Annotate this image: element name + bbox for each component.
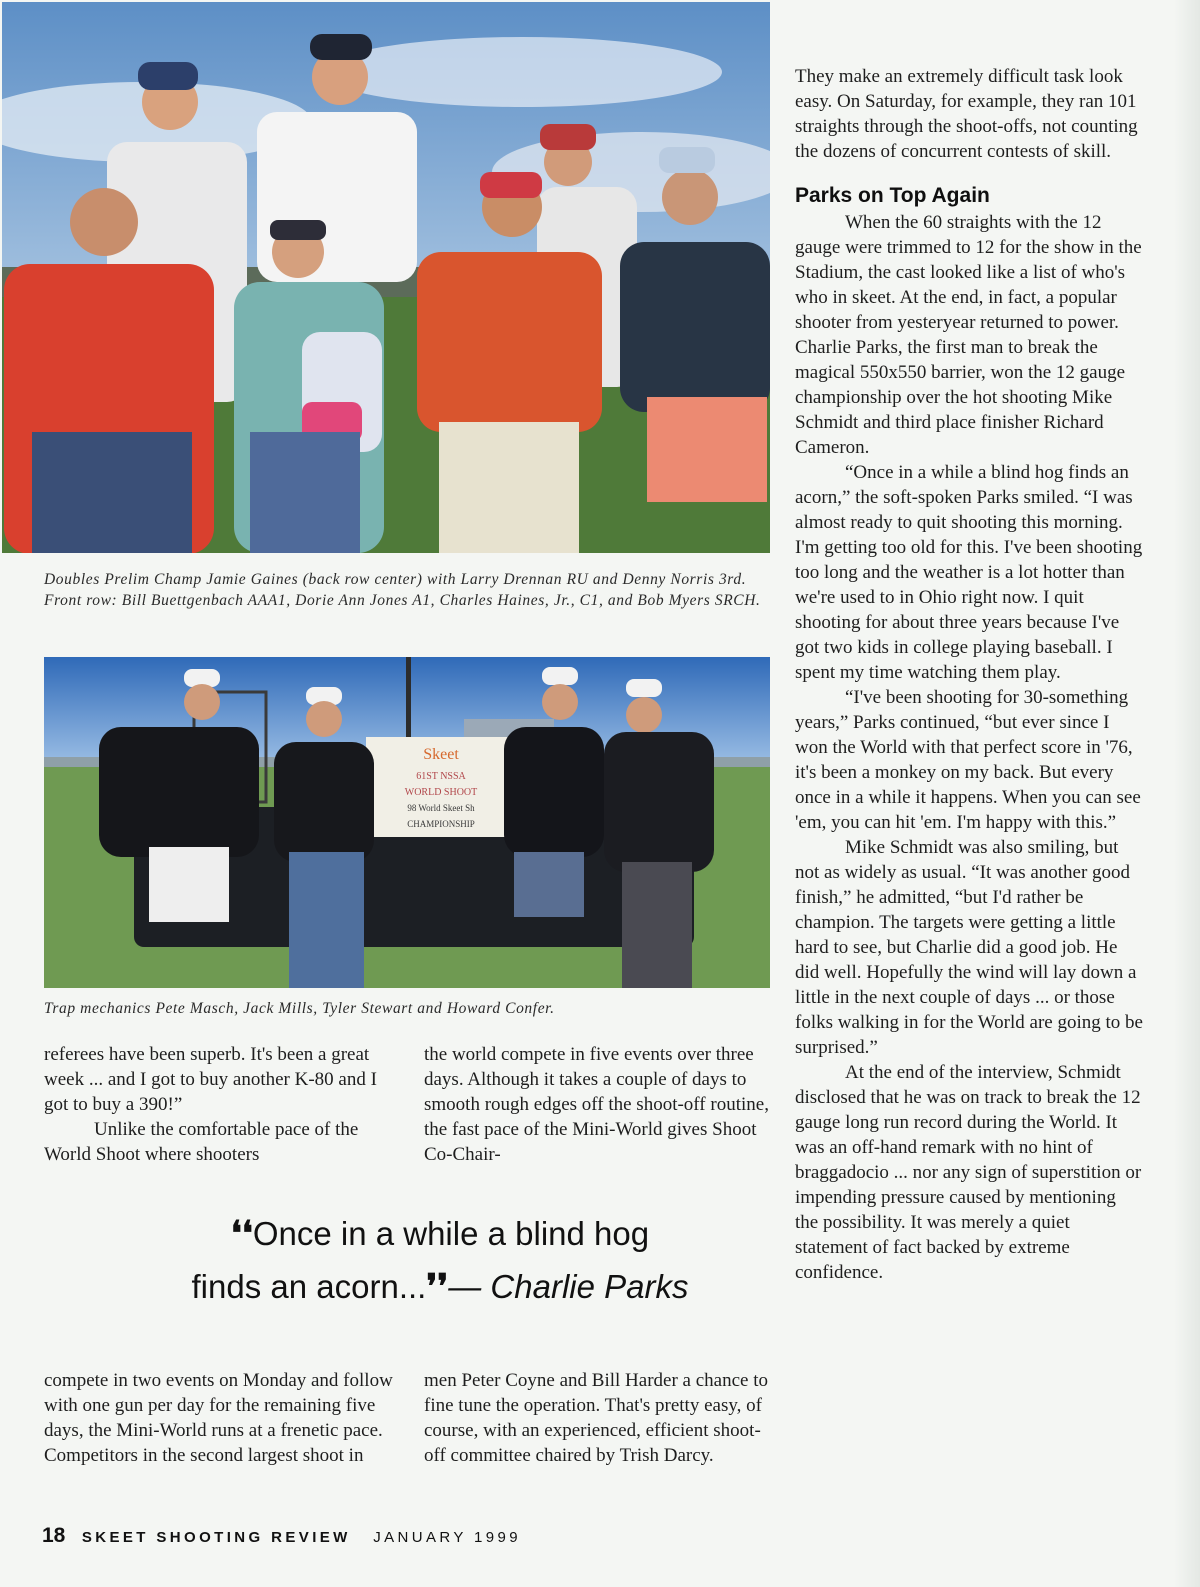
sign-line-2: WORLD SHOOT <box>404 787 478 798</box>
open-quote-mark: ❛❛ <box>230 1216 253 1253</box>
mid-left-paragraph-1: referees have been superb. It's been a great week ... and I got to buy another K-80 and I got to buy a 390!” <box>44 1044 377 1115</box>
intro-paragraph: They make an extremely difficult task look easy. On Saturday, for example, they ran 101 straights through the shoot-offs, not counting the dozens of concurrent contests of skill. <box>795 66 1138 162</box>
section-subhead: Parks on Top Again <box>795 184 990 207</box>
right-paragraph-1: When the 60 straights with the 12 gauge were trimmed to 12 for the show in the Stadium, the cast looked like a list of who's who in skeet. At the end, in fact, a popular shooter from yesteryear returned to power. Charlie Parks, the first man to break the magical 550x550 barrier, won the 12 gauge championship over the hot shooting Mike Schmidt and third place finisher Richard Cameron. <box>795 212 1142 458</box>
right-paragraph-4: Mike Schmidt was also smiling, but not as widely as usual. “It was another good finish,” he admitted, “but I'd rather be champion. The targets were getting a little hard to see, but Charlie did a good job. He did well. Hopefully the wind will lay down a little in the next couple of days ... or those folks walking in for the World are going to be surprised.” <box>795 837 1143 1058</box>
mid-right-paragraph-1: the world compete in five events over three days. Although it takes a couple of days to smooth rough edges off the shoot-off routine, the fast pace of the Mini-World gives Shoot Co-Chair- <box>424 1044 769 1165</box>
low-right-column <box>424 1368 774 1468</box>
page-edge <box>1174 0 1200 1587</box>
mid-left-paragraph-2: Unlike the comfortable pace of the World Shoot where shooters <box>44 1119 359 1165</box>
page-footer <box>42 1524 521 1548</box>
low-left-paragraph-1: compete in two events on Monday and follow with one gun per day for the remaining five days, the Mini-World runs at a frenetic pace. Competitors in the second largest shoot in <box>44 1370 393 1466</box>
mid-right-column <box>424 1042 774 1167</box>
photo1-caption: Doubles Prelim Champ Jamie Gaines (back row center) with Larry Drennan RU and Denny Norris 3rd. Front row: Bill Buettgenbach AAA1, Dorie Ann Jones A1, Charles Haines, Jr., C1, and Bob Myers SRCH. <box>44 571 761 609</box>
issue-date: JANUARY 1999 <box>373 1529 521 1546</box>
pull-quote <box>100 1208 780 1314</box>
sign-line-1: 61ST NSSA <box>416 771 466 782</box>
page-number: 18 <box>42 1524 66 1547</box>
pull-quote-line-2: finds an acorn... <box>191 1268 427 1305</box>
magazine-name: SKEET SHOOTING REVIEW <box>81 1529 351 1546</box>
pull-quote-attribution: — Charlie Parks <box>448 1268 689 1305</box>
sign-brand: Skeet <box>423 746 459 763</box>
right-paragraph-5: At the end of the interview, Schmidt disclosed that he was on track to break the 12 gauge long run record during the World. It was an off-hand remark with no hint of braggadocio ... nor any sign of superstition or impending pressure caused by mentioning the possibility. It was merely a quiet statement of fact backed by extreme confidence. <box>795 1062 1142 1283</box>
mid-left-column <box>44 1042 394 1167</box>
right-paragraph-2: “Once in a while a blind hog finds an acorn,” the soft-spoken Parks smiled. “I was almost ready to quit shooting this morning. I'm getting too old for this. I've been shooting too long and the weather is a lot hotter than we're used to in Ohio right now. I quit shooting for about three years because I've got two kids in college playing baseball. I spent my time watching them play. <box>795 462 1143 683</box>
sign-line-4: CHAMPIONSHIP <box>407 819 475 829</box>
low-right-paragraph-1: men Peter Coyne and Bill Harder a chance to fine tune the operation. That's pretty easy, of course, with an experienced, efficient shoot-off committee chaired by Trish Darcy. <box>424 1370 768 1466</box>
low-left-column <box>44 1368 394 1468</box>
right-paragraph-3: “I've been shooting for 30-something years,” Parks continued, “but ever since I won the World with that perfect score in '76, it's been a monkey on my back. But every once in a while it happens. When you can see 'em, you can hit 'em. I'm happy with this.” <box>795 687 1141 833</box>
pull-quote-line-1: Once in a while a blind hog <box>252 1215 650 1252</box>
photo2-caption: Trap mechanics Pete Masch, Jack Mills, Tyler Stewart and Howard Confer. <box>44 1000 555 1017</box>
sign-line-3: 98 World Skeet Sh <box>407 803 475 813</box>
group-photo-trap-mechanics <box>44 657 770 988</box>
close-quote-mark: ❜❜ <box>426 1269 449 1306</box>
right-column-text <box>795 64 1143 1285</box>
group-photo-champions <box>2 2 770 553</box>
